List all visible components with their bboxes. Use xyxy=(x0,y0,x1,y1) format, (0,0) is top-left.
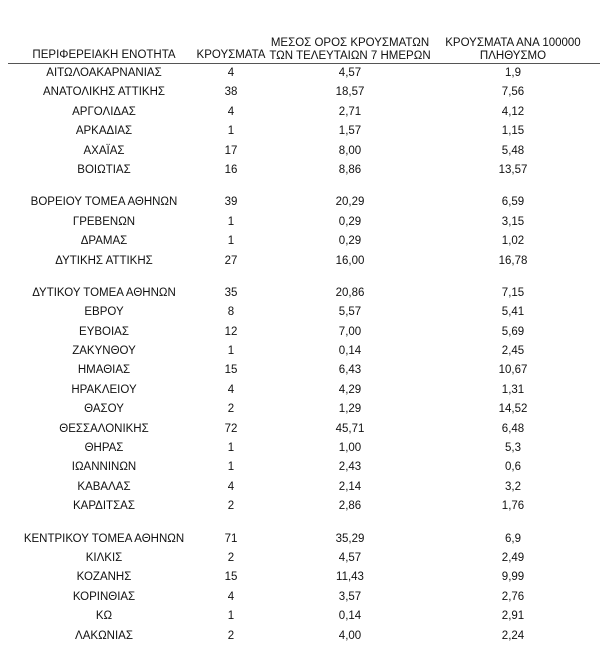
per-100k-cell: 5,48 xyxy=(501,144,525,157)
cases-cell: 15 xyxy=(224,364,238,377)
avg-7days-cell: 8,00 xyxy=(338,144,362,157)
table-row xyxy=(0,193,600,212)
region-cell: ΑΝΑΤΟΛΙΚΗΣ ΑΤΤΙΚΗΣ xyxy=(42,86,165,99)
table-row xyxy=(0,439,600,458)
avg-7days-cell: 16,00 xyxy=(335,254,365,267)
avg-7days-cell: 1,29 xyxy=(338,403,362,416)
table-row xyxy=(0,142,600,161)
table-row xyxy=(0,161,600,180)
table-row xyxy=(0,381,600,400)
table-row xyxy=(0,420,600,439)
region-cell: ΚΕΝΤΡΙΚΟΥ ΤΟΜΕΑ ΑΘΗΝΩΝ xyxy=(23,532,185,545)
cases-cell: 35 xyxy=(224,286,238,299)
table-row xyxy=(0,607,600,626)
per-100k-cell: 2,24 xyxy=(501,629,525,642)
region-cell: ΖΑΚΥΝΘΟΥ xyxy=(72,345,136,358)
cases-cell: 15 xyxy=(224,571,238,584)
region-cell: ΚΑΡΔΙΤΣΑΣ xyxy=(73,500,135,513)
avg-7days-cell: 2,86 xyxy=(338,500,362,513)
avg-7days-cell: 20,86 xyxy=(335,286,365,299)
cases-cell: 1 xyxy=(227,215,235,228)
per-100k-cell: 5,3 xyxy=(505,442,521,455)
table-row xyxy=(0,103,600,122)
avg-7days-cell: 0,14 xyxy=(338,345,362,358)
avg-7days-cell: 45,71 xyxy=(335,422,365,435)
cases-cell: 2 xyxy=(227,629,235,642)
avg-7days-cell: 8,86 xyxy=(338,163,362,176)
per-100k-cell: 5,69 xyxy=(501,325,525,338)
cases-cell: 1 xyxy=(227,442,235,455)
table-row xyxy=(0,122,600,141)
avg-7days-cell: 4,57 xyxy=(338,67,362,79)
table-row xyxy=(0,568,600,587)
table-row xyxy=(0,588,600,607)
avg-7days-cell: 2,71 xyxy=(338,105,362,118)
per-100k-cell: 5,41 xyxy=(501,306,525,319)
table-row xyxy=(0,303,600,322)
per-100k-cell: 13,57 xyxy=(498,163,528,176)
cases-cell: 1 xyxy=(227,235,235,248)
table-row xyxy=(0,284,600,303)
per-100k-cell: 1,15 xyxy=(501,125,525,138)
cases-cell: 1 xyxy=(227,345,235,358)
header-cases: ΚΡΟΥΣΜΑΤΑ xyxy=(196,49,266,61)
per-100k-cell: 3,15 xyxy=(501,215,525,228)
header-avg-line2: ΤΩΝ ΤΕΛΕΥΤΑΙΩΝ 7 ΗΜΕΡΩΝ xyxy=(269,50,431,62)
avg-7days-cell: 4,57 xyxy=(338,551,362,564)
per-100k-cell: 6,59 xyxy=(501,196,525,209)
table-row xyxy=(0,497,600,516)
cases-cell: 1 xyxy=(227,461,235,474)
avg-7days-cell: 35,29 xyxy=(335,532,365,545)
header-per-100k xyxy=(420,37,600,63)
per-100k-cell: 1,76 xyxy=(501,500,525,513)
region-cell: ΑΧΑΪΑΣ xyxy=(83,144,125,157)
per-100k-cell: 1,31 xyxy=(501,383,525,396)
avg-7days-cell: 5,57 xyxy=(338,306,362,319)
region-cell: ΑΡΓΟΛΙΔΑΣ xyxy=(72,105,136,118)
cases-cell: 4 xyxy=(227,383,235,396)
avg-7days-cell: 18,57 xyxy=(335,86,365,99)
table-row xyxy=(0,64,600,83)
per-100k-cell: 2,91 xyxy=(501,610,525,623)
region-cell: ΓΡΕΒΕΝΩΝ xyxy=(72,215,136,228)
table-body xyxy=(0,64,600,646)
cases-cell: 1 xyxy=(227,125,235,138)
cases-cell: 12 xyxy=(224,325,238,338)
table-row xyxy=(0,213,600,232)
region-cell: ΗΡΑΚΛΕΙΟΥ xyxy=(71,383,137,396)
region-cell: ΑΡΚΑΔΙΑΣ xyxy=(75,125,133,138)
avg-7days-cell: 4,00 xyxy=(338,629,362,642)
table-row xyxy=(0,83,600,102)
region-cell: ΗΜΑΘΙΑΣ xyxy=(77,364,131,377)
cases-cell: 71 xyxy=(224,532,238,545)
per-100k-cell: 10,67 xyxy=(498,364,528,377)
table-row xyxy=(0,478,600,497)
cases-cell: 8 xyxy=(227,306,235,319)
region-cell: ΘΗΡΑΣ xyxy=(84,442,124,455)
per-100k-cell: 3,2 xyxy=(505,480,521,493)
per-100k-cell: 9,99 xyxy=(501,571,525,584)
per-100k-cell: 7,56 xyxy=(501,86,525,99)
avg-7days-cell: 1,00 xyxy=(338,442,362,455)
header-per100k-line2: ΠΛΗΘΥΣΜΟ xyxy=(479,50,547,62)
table-row xyxy=(0,458,600,477)
table-row xyxy=(0,361,600,380)
region-cell: ΚΩ xyxy=(95,610,113,623)
avg-7days-cell: 0,29 xyxy=(338,235,362,248)
avg-7days-cell: 0,29 xyxy=(338,215,362,228)
cases-cell: 39 xyxy=(224,196,238,209)
region-cell: ΚΟΡΙΝΘΙΑΣ xyxy=(72,590,136,603)
table-row xyxy=(0,252,600,271)
avg-7days-cell: 1,57 xyxy=(338,125,362,138)
avg-7days-cell: 7,00 xyxy=(338,325,362,338)
table-row xyxy=(0,400,600,419)
cases-cell: 38 xyxy=(224,86,238,99)
per-100k-cell: 2,45 xyxy=(501,345,525,358)
table-row xyxy=(0,549,600,568)
cases-cell: 2 xyxy=(227,500,235,513)
region-cell: ΚΟΖΑΝΗΣ xyxy=(76,571,132,584)
region-cell: ΚΙΛΚΙΣ xyxy=(85,551,123,564)
per-100k-cell: 2,76 xyxy=(501,590,525,603)
avg-7days-cell: 11,43 xyxy=(336,571,364,584)
cases-cell: 4 xyxy=(227,105,235,118)
cases-cell: 4 xyxy=(227,590,235,603)
region-cell: ΑΙΤΩΛΟΑΚΑΡΝΑΝΙΑΣ xyxy=(46,67,162,79)
cases-cell: 2 xyxy=(227,403,235,416)
cases-cell: 1 xyxy=(227,610,235,623)
table-row xyxy=(0,530,600,549)
region-cell: ΛΑΚΩΝΙΑΣ xyxy=(75,629,133,642)
avg-7days-cell: 20,29 xyxy=(335,196,365,209)
cases-cell: 17 xyxy=(224,144,238,157)
region-cell: ΕΒΡΟΥ xyxy=(84,306,124,319)
per-100k-cell: 4,12 xyxy=(501,105,525,118)
cases-cell: 27 xyxy=(224,254,238,267)
cases-cell: 4 xyxy=(227,67,235,79)
region-cell: ΘΕΣΣΑΛΟΝΙΚΗΣ xyxy=(59,422,149,435)
region-cell: ΔΥΤΙΚΟΥ ΤΟΜΕΑ ΑΘΗΝΩΝ xyxy=(32,286,176,299)
per-100k-cell: 6,9 xyxy=(505,532,521,545)
region-cell: ΙΩΑΝΝΙΝΩΝ xyxy=(71,461,137,474)
avg-7days-cell: 0,14 xyxy=(338,610,362,623)
per-100k-cell: 1,9 xyxy=(505,67,521,79)
cases-cell: 4 xyxy=(227,480,235,493)
header-region: ΠΕΡΙΦΕΡΕΙΑΚΗ ΕΝΟΤΗΤΑ xyxy=(32,49,176,61)
header-avg-line1: ΜΕΣΟΣ ΟΡΟΣ ΚΡΟΥΣΜΑΤΩΝ xyxy=(270,37,430,49)
per-100k-cell: 6,48 xyxy=(501,422,525,435)
cases-cell: 72 xyxy=(224,422,238,435)
table-row xyxy=(0,342,600,361)
per-100k-cell: 14,52 xyxy=(498,403,528,416)
region-cell: ΒΟΡΕΙΟΥ ΤΟΜΕΑ ΑΘΗΝΩΝ xyxy=(30,196,178,209)
avg-7days-cell: 3,57 xyxy=(338,590,362,603)
cases-cell: 2 xyxy=(227,551,235,564)
header-per100k-line1: ΚΡΟΥΣΜΑΤΑ ΑΝΑ 100000 xyxy=(445,37,581,49)
header-avg-7days xyxy=(268,37,432,63)
per-100k-cell: 2,49 xyxy=(501,551,525,564)
avg-7days-cell: 4,29 xyxy=(338,383,362,396)
region-cell: ΘΑΣΟΥ xyxy=(84,403,124,416)
avg-7days-cell: 2,43 xyxy=(338,461,362,474)
region-cell: ΕΥΒΟΙΑΣ xyxy=(79,325,129,338)
region-cell: ΒΟΙΩΤΙΑΣ xyxy=(77,163,131,176)
region-cell: ΔΡΑΜΑΣ xyxy=(80,235,128,248)
table-row xyxy=(0,323,600,342)
cases-cell: 16 xyxy=(224,163,238,176)
avg-7days-cell: 2,14 xyxy=(338,480,362,493)
per-100k-cell: 1,02 xyxy=(501,235,525,248)
region-cell: ΚΑΒΑΛΑΣ xyxy=(77,480,131,493)
avg-7days-cell: 6,43 xyxy=(338,364,362,377)
per-100k-cell: 0,6 xyxy=(505,461,521,474)
table-row xyxy=(0,627,600,646)
per-100k-cell: 7,15 xyxy=(501,286,525,299)
region-cell: ΔΥΤΙΚΗΣ ΑΤΤΙΚΗΣ xyxy=(55,254,153,267)
table-row xyxy=(0,232,600,251)
per-100k-cell: 16,78 xyxy=(498,254,528,267)
